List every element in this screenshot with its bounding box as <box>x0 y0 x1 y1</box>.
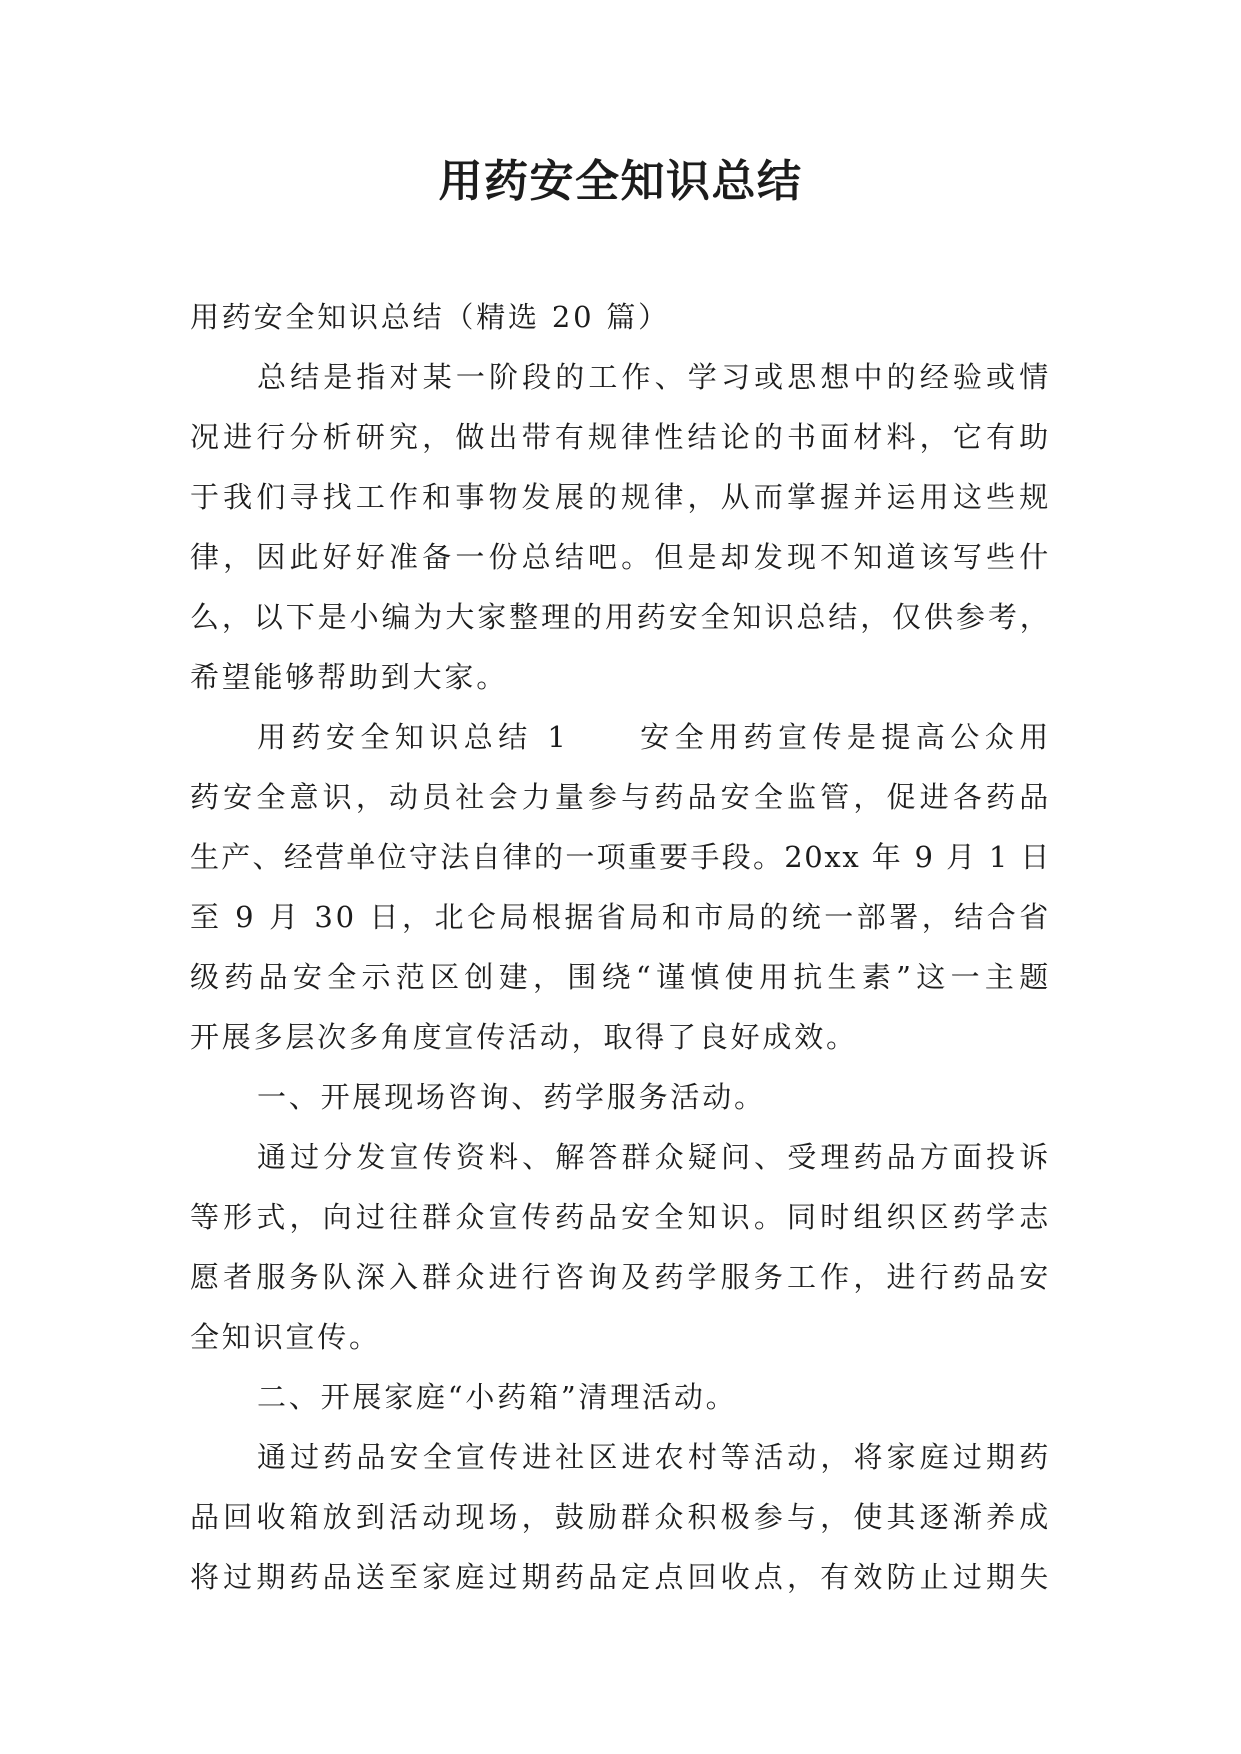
section-heading <box>190 1067 1051 1127</box>
text-line: 等形式，向过往群众宣传药品安全知识。同时组织区药学志 <box>190 1200 1051 1234</box>
text-line: 用药安全知识总结 1 安全用药宣传是提高公众用 <box>257 720 1051 754</box>
text-line: 么，以下是小编为大家整理的用药安全知识总结，仅供参考， <box>190 600 1051 634</box>
text-line: 一、开展现场咨询、药学服务活动。 <box>257 1080 766 1114</box>
text-line: 级药品安全示范区创建，围绕“谨慎使用抗生素”这一主题 <box>190 960 1051 994</box>
text-line: 律，因此好好准备一份总结吧。但是却发现不知道该写些什 <box>190 540 1051 574</box>
text-line: 生产、经营单位守法自律的一项重要手段。20xx 年 9 月 1 日 <box>190 840 1051 874</box>
document-title: 用药安全知识总结 <box>438 156 803 207</box>
text-line: 二、开展家庭“小药箱”清理活动。 <box>257 1380 738 1414</box>
paragraph-intro <box>190 347 1051 707</box>
text-line: 希望能够帮助到大家。 <box>190 660 509 694</box>
document-body <box>190 287 1051 1607</box>
text-line: 开展多层次多角度宣传活动，取得了良好成效。 <box>190 1020 858 1054</box>
text-line: 通过药品安全宣传进社区进农村等活动，将家庭过期药 <box>257 1440 1051 1474</box>
paragraph <box>190 1427 1051 1607</box>
document-subtitle: 用药安全知识总结（精选 20 篇） <box>190 300 670 334</box>
paragraph <box>190 1127 1051 1367</box>
section-heading <box>190 1367 1051 1427</box>
text-line: 愿者服务队深入群众进行咨询及药学服务工作，进行药品安 <box>190 1260 1051 1294</box>
text-line: 通过分发宣传资料、解答群众疑问、受理药品方面投诉 <box>257 1140 1051 1174</box>
paragraph-summary-1 <box>190 707 1051 1067</box>
text-line: 况进行分析研究，做出带有规律性结论的书面材料，它有助 <box>190 420 1051 454</box>
text-line: 于我们寻找工作和事物发展的规律，从而掌握并运用这些规 <box>190 480 1051 514</box>
text-line: 品回收箱放到活动现场，鼓励群众积极参与，使其逐渐养成 <box>190 1500 1051 1534</box>
text-line: 药安全意识，动员社会力量参与药品安全监管，促进各药品 <box>190 780 1051 814</box>
text-line: 将过期药品送至家庭过期药品定点回收点，有效防止过期失 <box>190 1560 1051 1594</box>
text-line: 至 9 月 30 日，北仑局根据省局和市局的统一部署，结合省 <box>190 900 1051 934</box>
text-line: 总结是指对某一阶段的工作、学习或思想中的经验或情 <box>257 360 1051 394</box>
text-line: 全知识宣传。 <box>190 1320 381 1354</box>
